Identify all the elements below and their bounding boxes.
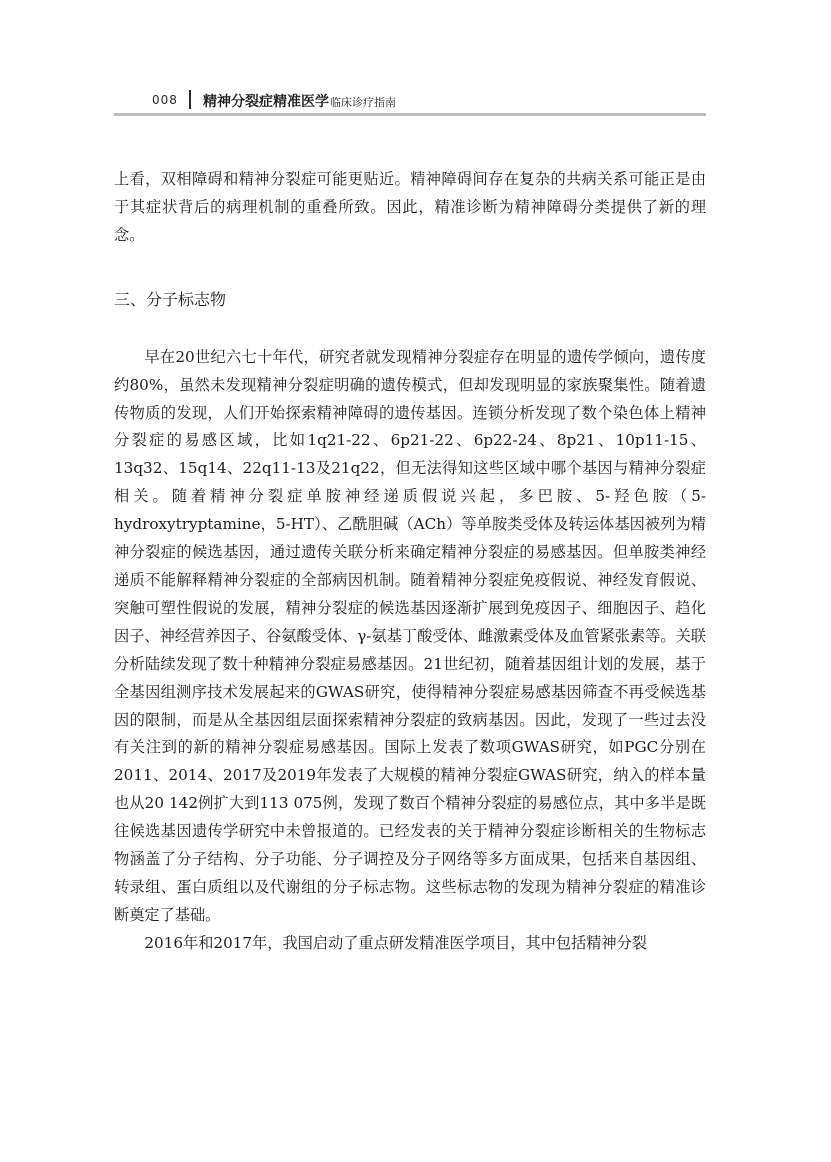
header-rule bbox=[114, 113, 706, 116]
book-title-main: 精神分裂症精准医学 bbox=[203, 94, 329, 110]
book-subtitle: 临床诊疗指南 bbox=[330, 96, 396, 109]
book-title bbox=[203, 91, 396, 111]
header-divider bbox=[189, 90, 191, 109]
page-number: 008 bbox=[152, 93, 178, 107]
paragraph-precision-medicine-project: 2016年和2017年，我国启动了重点研发精准医学项目，其中包括精神分裂 bbox=[144, 933, 647, 952]
running-header bbox=[114, 90, 706, 116]
section-heading: 三、分子标志物 bbox=[114, 289, 227, 309]
paragraph-continuation: 上看，双相障碍和精神分裂症可能更贴近。精神障碍间存在复杂的共病关系可能正是由于其症状背后的病理机制的重叠所致。因此，精准诊断为精神障碍分类提供了新的理念。 bbox=[114, 170, 706, 244]
paragraph-molecular-markers: 早在20世纪六七十年代，研究者就发现精神分裂症存在明显的遗传学倾向，遗传度约80%，虽然未发现精神分裂症明确的遗传模式，但却发现明显的家族聚集性。随着遗传物质的发现，人们开始探索精神障碍的遗传基因。连锁分析发现了数个染色体上精神分裂症的易感区域，比如1q21-22、6p21-22、6p22-24、8p21、10p11-15、13q32、15q14、22q11-13及21q22，但无法得知这些区域中哪个基因与精神分裂症相关。随着精神分裂症单胺神经递质假说兴起，多巴胺、5-羟色胺（5-hydroxytryptamine，5-HT）、乙酰胆碱（ACh）等单胺类受体及转运体基因被列为精神分裂症的候选基因，通过遗传关联分析来确定精神分裂症的易感基因。但单胺类神经递质不能解释精神分裂症的全部病因机制。随着精神分裂症免疫假说、神经发育假说、突触可塑性假说的发展，精神分裂症的候选基因逐渐扩展到免疫因子、细胞因子、趋化因子、神经营养因子、谷氨酸受体、γ-氨基丁酸受体、雌激素受体及血管紧张素等。关联分析陆续发现了数十种精神分裂症易感基因。21世纪初，随着基因组计划的发展，基于全基因组测序技术发展起来的GWAS研究，使得精神分裂症易感基因筛查不再受候选基因的限制，而是从全基因组层面探索精神分裂症的致病基因。因此，发现了一些过去没有关注到的新的精神分裂症易感基因。国际上发表了数项GWAS研究，如PGC分别在2011、2014、2017及2019年发表了大规模的精神分裂症GWAS研究，纳入的样本量也从20 142例扩大到113 075例，发现了数百个精神分裂症的易感位点，其中多半是既往候选基因遗传学研究中未曾报道的。已经发表的关于精神分裂症诊断相关的生物标志物涵盖了分子结构、分子功能、分子调控及分子网络等多方面成果，包括来自基因组、转录组、蛋白质组以及代谢组的分子标志物。这些标志物的发现为精神分裂症的精准诊断奠定了基础。 bbox=[114, 347, 706, 924]
page-body bbox=[114, 166, 706, 958]
